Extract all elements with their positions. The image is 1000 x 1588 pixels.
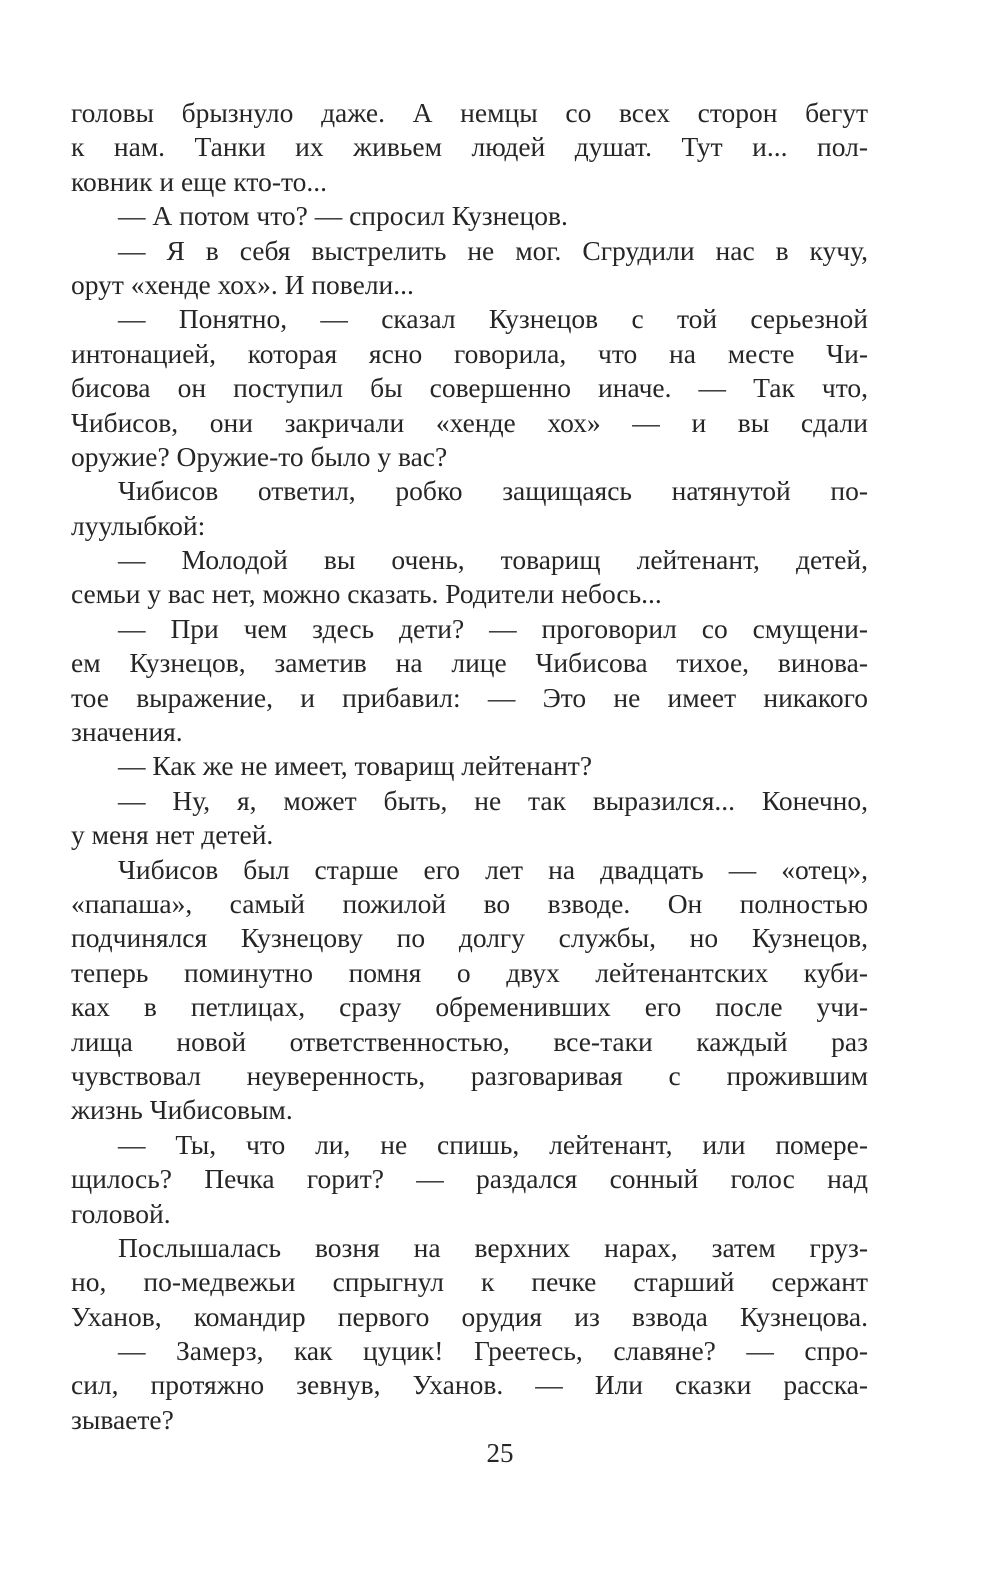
text-line: — Ты, что ли, не спишь, лейтенант, или помере- <box>118 1128 868 1160</box>
body-text <box>71 96 868 1437</box>
text-line: у меня нет детей. <box>71 819 274 851</box>
text-line: Послышалась возня на верхних нарах, затем груз- <box>118 1231 868 1263</box>
text-line: Уханов, командир первого орудия из взвода Кузнецова. <box>71 1300 868 1332</box>
text-line: Чибисов был старше его лет на двадцать — «отец», <box>118 853 868 885</box>
text-line: к нам. Танки их живьем людей душат. Тут и... пол- <box>71 131 868 163</box>
text-line: ем Кузнецов, заметив на лице Чибисова тихое, винова- <box>71 647 868 679</box>
text-line: семьи у вас нет, можно сказать. Родители небось... <box>71 578 662 610</box>
text-line: — При чем здесь дети? — проговорил со смущени- <box>118 612 868 644</box>
text-line: подчинялся Кузнецову по долгу службы, но Кузнецов, <box>71 922 868 954</box>
text-line: зываете? <box>71 1403 174 1435</box>
page-number: 25 <box>486 1438 514 1468</box>
text-line: — Ну, я, может быть, не так выразился... Конечно, <box>118 784 868 816</box>
text-line: оружие? Оружие-то было у вас? <box>71 440 448 472</box>
text-line: теперь поминутно помня о двух лейтенантских куби- <box>71 956 868 988</box>
text-line: — Молодой вы очень, товарищ лейтенант, детей, <box>118 544 868 576</box>
text-line: значения. <box>71 716 183 748</box>
text-line: сил, протяжно зевнув, Уханов. — Или сказки расска- <box>71 1369 868 1401</box>
text-line: — Замерз, как цуцик! Греетесь, славяне? — спро- <box>118 1335 868 1367</box>
text-line: Чибисов, они закричали «хенде хох» — и вы сдали <box>71 406 868 438</box>
text-line: орут «хенде хох». И повели... <box>71 268 414 300</box>
text-line: жизнь Чибисовым. <box>71 1094 293 1126</box>
text-line: но, по-медвежьи спрыгнул к печке старший сержант <box>71 1266 868 1298</box>
text-line: — Я в себя выстрелить не мог. Сгрудили нас в кучу, <box>118 234 868 266</box>
text-line: лища новой ответственностью, все-таки каждый раз <box>71 1025 868 1057</box>
text-line: головы брызнуло даже. А немцы со всех сторон бегут <box>71 97 868 128</box>
text-line: щилось? Печка горит? — раздался сонный голос над <box>71 1163 868 1195</box>
text-line: луулыбкой: <box>71 509 206 541</box>
text-line: ковник и еще кто-то... <box>71 165 328 197</box>
text-line: тое выражение, и прибавил: — Это не имеет никакого <box>71 681 868 713</box>
text-line: — А потом что? — спросил Кузнецов. <box>118 200 568 232</box>
text-line: бисова он поступил бы совершенно иначе. — Так что, <box>71 372 868 404</box>
text-line: ках в петлицах, сразу обременивших его после учи- <box>71 991 868 1023</box>
text-line: головой. <box>71 1197 171 1229</box>
text-line: чувствовал неуверенность, разговаривая с прожившим <box>71 1059 868 1091</box>
text-line: — Понятно, — сказал Кузнецов с той серьезной <box>118 303 868 335</box>
text-line: — Как же не имеет, товарищ лейтенант? <box>118 750 593 782</box>
text-line: интонацией, которая ясно говорила, что на месте Чи- <box>71 337 868 369</box>
text-line: Чибисов ответил, робко защищаясь натянутой по- <box>118 475 868 507</box>
text-line: «папаша», самый пожилой во взводе. Он полностью <box>71 887 868 919</box>
